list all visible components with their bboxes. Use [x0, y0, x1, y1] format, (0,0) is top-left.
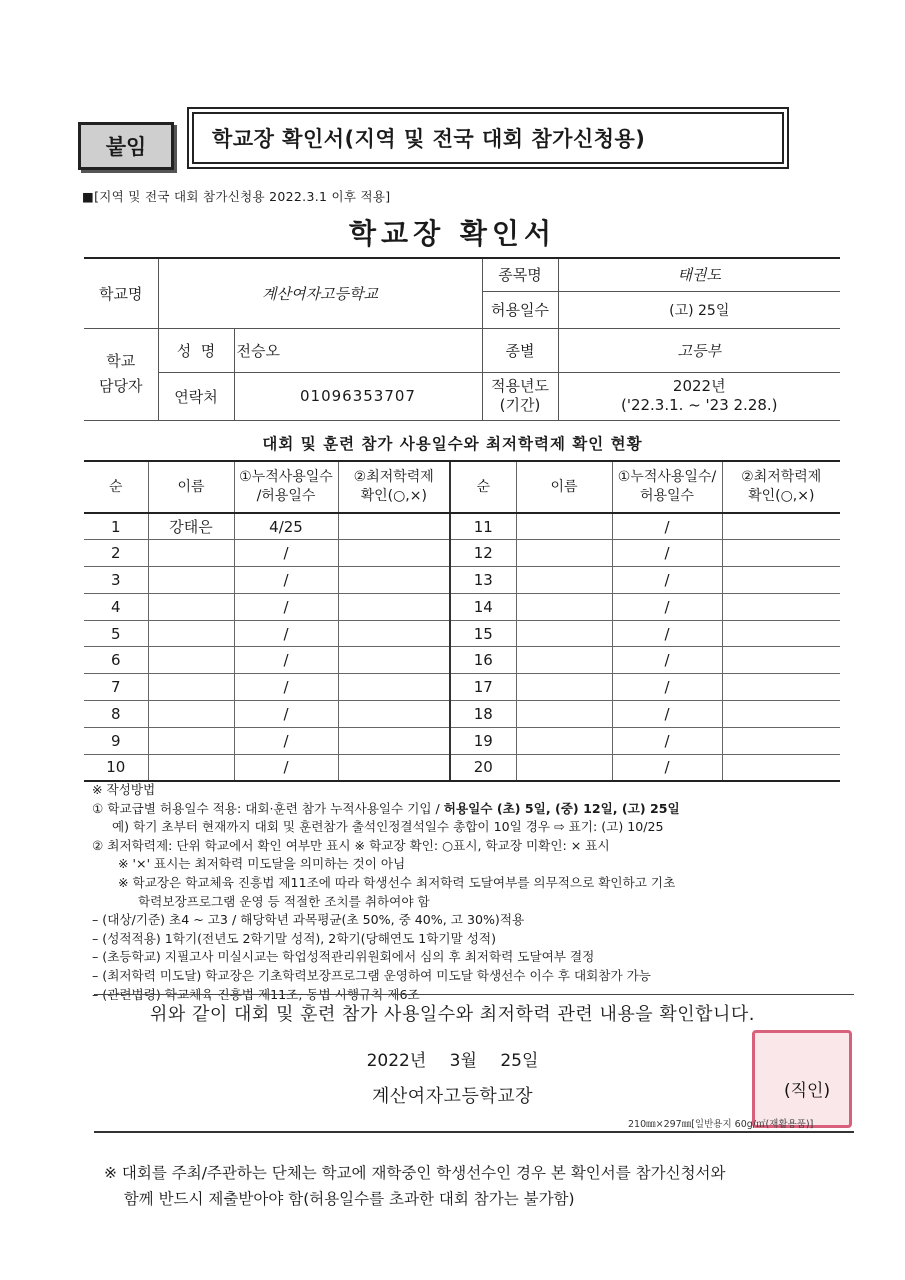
note-line-1-bold: 허용일수 (초) 5일, (중) 12일, (고) 25일 [443, 800, 680, 816]
roster-cell-name [148, 727, 234, 754]
note-line-4: ※ '×' 표시는 최저학력 미도달을 의미하는 것이 아님 [118, 856, 406, 872]
roster-row [84, 754, 840, 781]
roster-cell-name-r [516, 567, 612, 594]
roster-cell-check-r [722, 540, 840, 567]
roster-cell-name [148, 620, 234, 647]
roster-cell-check [338, 701, 450, 728]
name-value: 전승오 [234, 328, 482, 372]
roster-cell-check [338, 620, 450, 647]
roster-cell-no-r: 12 [450, 540, 516, 567]
roster-cell-days-r: / [612, 647, 722, 674]
roster-cell-days: / [234, 701, 338, 728]
school-value: 계산여자고등학교 [158, 258, 482, 328]
roster-cell-check-r [722, 754, 840, 781]
roster-row [84, 701, 840, 728]
note-line-3: ② 최저학력제: 단위 학교에서 확인 여부만 표시 ※ 학교장 확인: ○표시, 학교장 미확인: × 표시 [92, 837, 610, 853]
roster-cell-no-r: 11 [450, 513, 516, 540]
header-name: 이름 [148, 461, 234, 513]
roster-cell-days-r: / [612, 540, 722, 567]
seal-label: (직인) [784, 1081, 831, 1101]
roster-row [84, 647, 840, 674]
roster-cell-name-r [516, 754, 612, 781]
roster-row [84, 513, 840, 540]
roster-cell-name [148, 701, 234, 728]
roster-cell-check-r [722, 727, 840, 754]
header-no: 순 [84, 461, 148, 513]
roster-cell-no: 10 [84, 754, 148, 781]
roster-cell-check [338, 727, 450, 754]
confirmation-statement: 위와 같이 대회 및 훈련 참가 사용일수와 최저학력 관련 내용을 확인합니다. [149, 1004, 756, 1025]
roster-cell-days-r: / [612, 727, 722, 754]
note-line-1-text: ① 학교급별 허용일수 적용: 대회·훈련 참가 누적사용일수 기입 / [92, 800, 444, 816]
roster-cell-name-r [516, 647, 612, 674]
roster-cell-name-r [516, 674, 612, 701]
roster-cell-check [338, 593, 450, 620]
note-line-1 [92, 800, 852, 819]
header-title: 학교장 확인서(지역 및 전국 대회 참가신청용) [192, 112, 784, 164]
roster-cell-name [148, 593, 234, 620]
roster-cell-check [338, 674, 450, 701]
roster-cell-name-r [516, 701, 612, 728]
roster-cell-name-r [516, 540, 612, 567]
note-line-10: – (최저학력 미도달) 학교장은 기초학력보장프로그램 운영하여 미도달 학생선수 이수 후 대회참가 가능 [92, 967, 651, 983]
roster-cell-name-r [516, 727, 612, 754]
school-label: 학교명 [84, 258, 158, 328]
roster-cell-days-r: / [612, 701, 722, 728]
roster-cell-name-r [516, 620, 612, 647]
roster-cell-days-r: / [612, 593, 722, 620]
roster-cell-name [148, 567, 234, 594]
roster-cell-check-r [722, 567, 840, 594]
roster-cell-days-r: / [612, 674, 722, 701]
note-line-6: 학력보장프로그램 운영 등 적절한 조치를 취하여야 함 [138, 893, 430, 909]
header-days-right: ①누적사용일수/ 허용일수 [612, 461, 722, 513]
roster-cell-check-r [722, 647, 840, 674]
roster-cell-name [148, 754, 234, 781]
roster-cell-name: 강태은 [148, 513, 234, 540]
note-line-7: – (대상/기준) 초4 ~ 고3 / 해당학년 과목평균(초 50%, 중 40%, 고 30%)적용 [92, 912, 525, 928]
roster-row [84, 567, 840, 594]
paper-size-note: 210㎜×297㎜[일반용지 60g/㎡(재활용품)] [628, 1119, 814, 1130]
roster-cell-check-r [722, 593, 840, 620]
notes-heading: ※ 작성방법 [92, 782, 156, 797]
roster-cell-days-r: / [612, 513, 722, 540]
note-line-9: – (초등학교) 지필고사 미실시교는 학업성적관리위원회에서 심의 후 최저학력 도달여부 결정 [92, 949, 595, 965]
section-title: 대회 및 훈련 참가 사용일수와 최저학력제 확인 현황 [262, 435, 643, 453]
allowed-days-value: (고) 25일 [558, 291, 840, 328]
roster-cell-days: / [234, 540, 338, 567]
roster-cell-days-r: / [612, 620, 722, 647]
roster-cell-check-r [722, 674, 840, 701]
manager-label: 학교 담당자 [84, 328, 158, 420]
roster-row [84, 620, 840, 647]
footer-note: ※ 대회를 주최/주관하는 단체는 학교에 재학중인 학생선수인 경우 본 확인서를 참가신청서와 함께 반드시 제출받아야 함(허용일수를 초과한 대회 참가는 불가함) [104, 1164, 726, 1208]
roster-row [84, 727, 840, 754]
roster-cell-no: 5 [84, 620, 148, 647]
roster-cell-days: / [234, 593, 338, 620]
division-value: 고등부 [558, 328, 840, 372]
name-label: 성 명 [158, 328, 234, 372]
event-value: 태권도 [558, 258, 840, 291]
roster-cell-days: 4/25 [234, 513, 338, 540]
document-title: 학교장 확인서 [348, 217, 557, 250]
roster-cell-name [148, 540, 234, 567]
allowed-days-label: 허용일수 [482, 291, 558, 328]
note-line-2: 예) 학기 초부터 현재까지 대회 및 훈련참가 출석인정결석일수 총합이 10일 경우 ⇨ 표기: (고) 10/25 [112, 819, 664, 835]
roster-cell-no-r: 13 [450, 567, 516, 594]
applies-note: ■[지역 및 전국 대회 참가신청용 2022.3.1 이후 적용] [82, 189, 391, 204]
roster-cell-name-r [516, 513, 612, 540]
division-label: 종별 [482, 328, 558, 372]
roster-cell-no-r: 19 [450, 727, 516, 754]
divider [94, 994, 854, 995]
roster-cell-days-r: / [612, 754, 722, 781]
header-name-right: 이름 [516, 461, 612, 513]
roster-cell-days: / [234, 620, 338, 647]
roster-cell-days: / [234, 727, 338, 754]
roster-cell-days: / [234, 754, 338, 781]
roster-cell-name [148, 674, 234, 701]
roster-cell-no: 3 [84, 567, 148, 594]
roster-cell-check [338, 754, 450, 781]
note-line-5: ※ 학교장은 학교체육 진흥법 제11조에 따라 학생선수 최저학력 도달여부를 의무적으로 확인하고 기초 [118, 874, 676, 890]
roster-row [84, 674, 840, 701]
principal-name: 계산여자고등학교장 [372, 1086, 533, 1107]
roster-cell-days: / [234, 647, 338, 674]
roster-cell-check [338, 513, 450, 540]
roster-cell-no: 4 [84, 593, 148, 620]
contact-label: 연락처 [158, 372, 234, 420]
roster-cell-no: 7 [84, 674, 148, 701]
info-table [84, 257, 840, 421]
header-days: ①누적사용일수 /허용일수 [234, 461, 338, 513]
roster-cell-name-r [516, 593, 612, 620]
roster-row [84, 593, 840, 620]
divider-bottom [94, 1131, 854, 1133]
year-value: 2022년 ('22.3.1. ~ '23 2.28.) [558, 372, 840, 420]
roster-cell-days: / [234, 567, 338, 594]
year-label: 적용년도 (기간) [482, 372, 558, 420]
roster-header-row [84, 461, 840, 513]
roster-table [84, 460, 840, 782]
note-line-8: – (성적적용) 1학기(전년도 2학기말 성적), 2학기(당해연도 1학기말 성적) [92, 930, 496, 946]
roster-cell-check-r [722, 620, 840, 647]
roster-cell-check-r [722, 701, 840, 728]
header-check-right: ②최저학력제 확인(○,×) [722, 461, 840, 513]
roster-cell-no-r: 18 [450, 701, 516, 728]
roster-cell-no-r: 15 [450, 620, 516, 647]
roster-cell-no: 1 [84, 513, 148, 540]
roster-cell-no: 6 [84, 647, 148, 674]
header-no-right: 순 [450, 461, 516, 513]
roster-cell-days: / [234, 674, 338, 701]
roster-cell-no: 8 [84, 701, 148, 728]
contact-value: 01096353707 [234, 372, 482, 420]
appendix-label: 붙임 [78, 122, 174, 170]
roster-cell-no: 9 [84, 727, 148, 754]
note-line-11: – (관련법령) 학교체육 진흥법 제11조, 동법 시행규칙 제6조 [92, 986, 420, 1002]
roster-cell-check [338, 567, 450, 594]
roster-cell-no-r: 17 [450, 674, 516, 701]
roster-cell-check-r [722, 513, 840, 540]
event-label: 종목명 [482, 258, 558, 291]
roster-cell-no-r: 14 [450, 593, 516, 620]
header-check: ②최저학력제 확인(○,×) [338, 461, 450, 513]
notes-section [92, 781, 852, 1004]
roster-cell-no-r: 20 [450, 754, 516, 781]
signing-date: 2022년 3월 25일 [366, 1051, 539, 1071]
roster-cell-days-r: / [612, 567, 722, 594]
roster-cell-check [338, 647, 450, 674]
roster-cell-check [338, 540, 450, 567]
roster-row [84, 540, 840, 567]
roster-cell-no: 2 [84, 540, 148, 567]
roster-cell-name [148, 647, 234, 674]
roster-cell-no-r: 16 [450, 647, 516, 674]
